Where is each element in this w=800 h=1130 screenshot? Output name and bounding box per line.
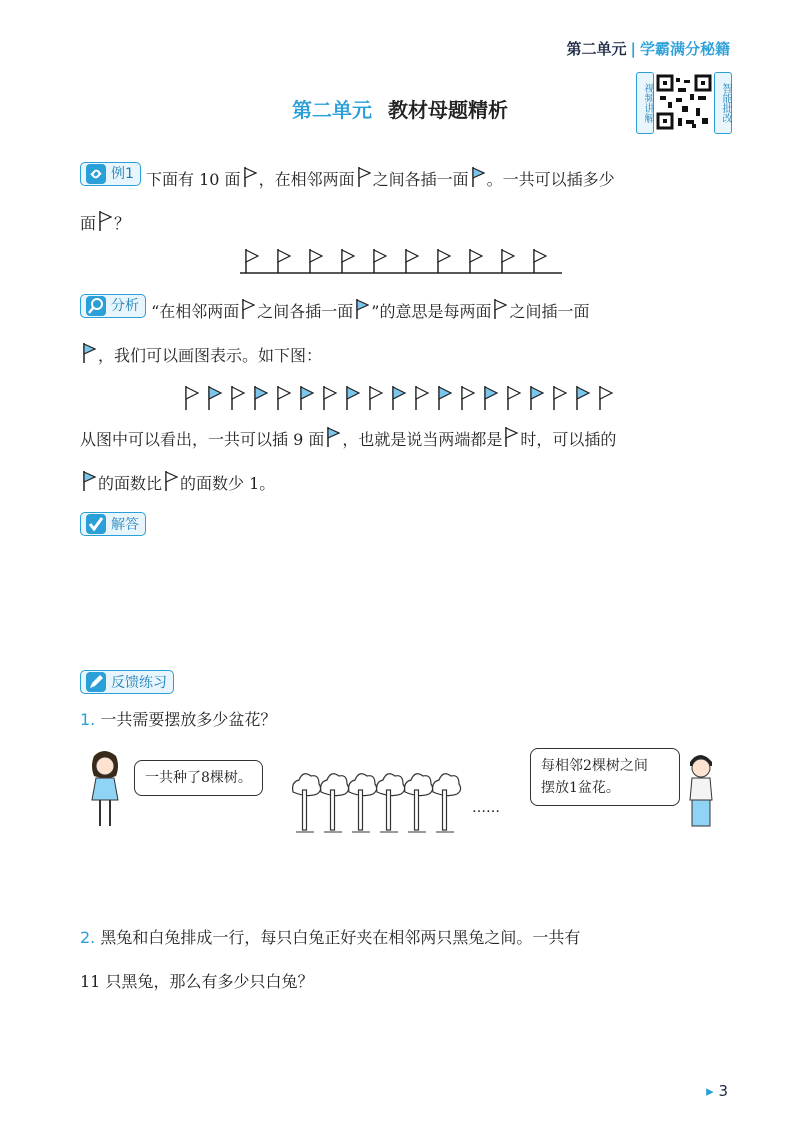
check-icon [85,513,107,535]
white-flag-icon [508,386,520,410]
ellipsis: …… [472,800,500,816]
white-flag-icon [416,386,428,410]
white-flag-icon [310,249,322,273]
link-icon [85,163,107,185]
blue-flag-icon [471,161,485,183]
boy-speech-bubble [530,748,680,806]
blue-flag-icon [439,386,451,410]
white-flag-icon [98,205,112,227]
analysis-text-1c: ”的意思是每两面 [371,302,492,321]
blue-flag-icon [347,386,359,410]
question-1 [80,698,276,742]
white-flag-icon [342,249,354,273]
blue-flag-icon [326,421,340,443]
white-flag-icon [406,249,418,273]
white-flag-icon [246,249,258,273]
white-flag-icon [186,386,198,410]
example-text-1a: 下面有 10 面 [146,170,241,189]
blue-flag-icon [577,386,589,410]
white-flag-icon [374,249,386,273]
white-flag-icon [502,249,514,273]
tree-icon [321,774,349,832]
trees-illustration [292,770,468,834]
answer-heading [80,512,146,539]
page-number [706,1082,728,1100]
blue-flag-icon [255,386,267,410]
white-flag-icon [554,386,566,410]
white-flag-icon [370,386,382,410]
girl-illustration [84,748,124,832]
white-flag-icon [534,249,546,273]
page-title [0,94,800,123]
pencil-icon [85,671,107,693]
question-2-line-2 [80,960,313,1004]
example-line-2 [80,202,130,246]
tree-icon [433,774,461,832]
running-header [566,38,730,59]
girl-speech-text: 一共种了8棵树。 [145,770,252,786]
example-flag-row [236,243,566,277]
answer-tag-label: 解答 [111,517,139,533]
q2-text-1: 黑兔和白兔排成一行，每只白兔正好夹在相邻两只黑兔之间。一共有 [100,928,581,947]
q2-number: 2. [80,928,96,947]
title-unit: 第二单元 [292,98,372,122]
analysis-line-3 [80,418,616,462]
tree-icon [293,774,321,832]
q2-text-2: 11 只黑兔，那么有多少只白兔？ [80,972,314,991]
page-arrow-icon: ▸ [706,1082,714,1100]
q1-text: 一共需要摆放多少盆花？ [100,710,277,729]
header-brand: 学霸满分秘籍 [639,40,730,58]
white-flag-icon [243,161,257,183]
blue-flag-icon [393,386,405,410]
qr-right-label: 智能批改 [714,72,732,134]
blue-flag-icon [355,293,369,315]
white-flag-icon [600,386,612,410]
boy-speech-line-1: 每相邻2棵树之间 [541,758,648,774]
practice-tag-label: 反馈练习 [111,675,167,691]
blue-flag-icon [531,386,543,410]
blue-flag-icon [485,386,497,410]
analysis-tag-label: 分析 [111,298,139,314]
analysis-text-2: ，我们可以画图表示。如下图： [98,346,323,365]
white-flag-icon [504,421,518,443]
analysis-text-1a: “在相邻两面 [151,302,240,321]
analysis-text-4a: 的面数比 [98,474,163,493]
analysis-tag [80,294,146,318]
white-flag-icon [278,386,290,410]
analysis-text-1b: 之间各插一面 [257,302,354,321]
white-flag-icon [470,249,482,273]
boy-speech-line-2: 摆放1盆花。 [541,780,620,796]
analysis-flag-row [180,384,620,412]
header-unit: 第二单元 [566,40,627,58]
magnifier-icon [85,295,107,317]
analysis-line-2 [80,334,322,378]
example-text-2b: ？ [114,214,131,233]
white-flag-icon [438,249,450,273]
analysis-line-4 [80,462,275,506]
boy-illustration [680,748,722,832]
tree-icon [349,774,377,832]
qr-left-label: 视频讲解 [636,72,654,134]
blue-flag-icon [209,386,221,410]
white-flag-icon [241,293,255,315]
analysis-text-3a: 从图中可以看出，一共可以插 9 面 [80,430,325,449]
analysis-line-1 [80,290,590,334]
girl-speech-bubble [134,760,263,796]
white-flag-icon [324,386,336,410]
example-text-1d: 。一共可以插多少 [486,170,615,189]
white-flag-icon [357,161,371,183]
blue-flag-icon [301,386,313,410]
example-tag [80,162,141,186]
analysis-text-1d: 之间插一面 [509,302,590,321]
tree-icon [377,774,405,832]
practice-heading [80,670,174,697]
header-separator: | [630,40,636,58]
example-text-2a: 面 [80,214,97,233]
white-flag-icon [278,249,290,273]
title-subject: 教材母题精析 [388,98,508,122]
question-2-line-1 [80,916,580,960]
analysis-text-4b: 的面数少 1。 [180,474,276,493]
white-flag-icon [493,293,507,315]
example-tag-label: 例1 [111,166,134,182]
white-flag-icon [462,386,474,410]
example-text-1b: ，在相邻两面 [258,170,355,189]
analysis-text-3b: ，也就是说当两端都是 [342,430,503,449]
example-line-1 [80,158,615,202]
practice-tag [80,670,174,694]
blue-flag-icon [82,337,96,359]
answer-tag [80,512,146,536]
q1-number: 1. [80,710,96,729]
tree-icon [405,774,433,832]
analysis-text-3c: 时，可以插的 [520,430,617,449]
white-flag-icon [232,386,244,410]
page-number-text: 3 [718,1082,728,1100]
blue-flag-icon [82,465,96,487]
example-text-1c: 之间各插一面 [372,170,469,189]
white-flag-icon [164,465,178,487]
